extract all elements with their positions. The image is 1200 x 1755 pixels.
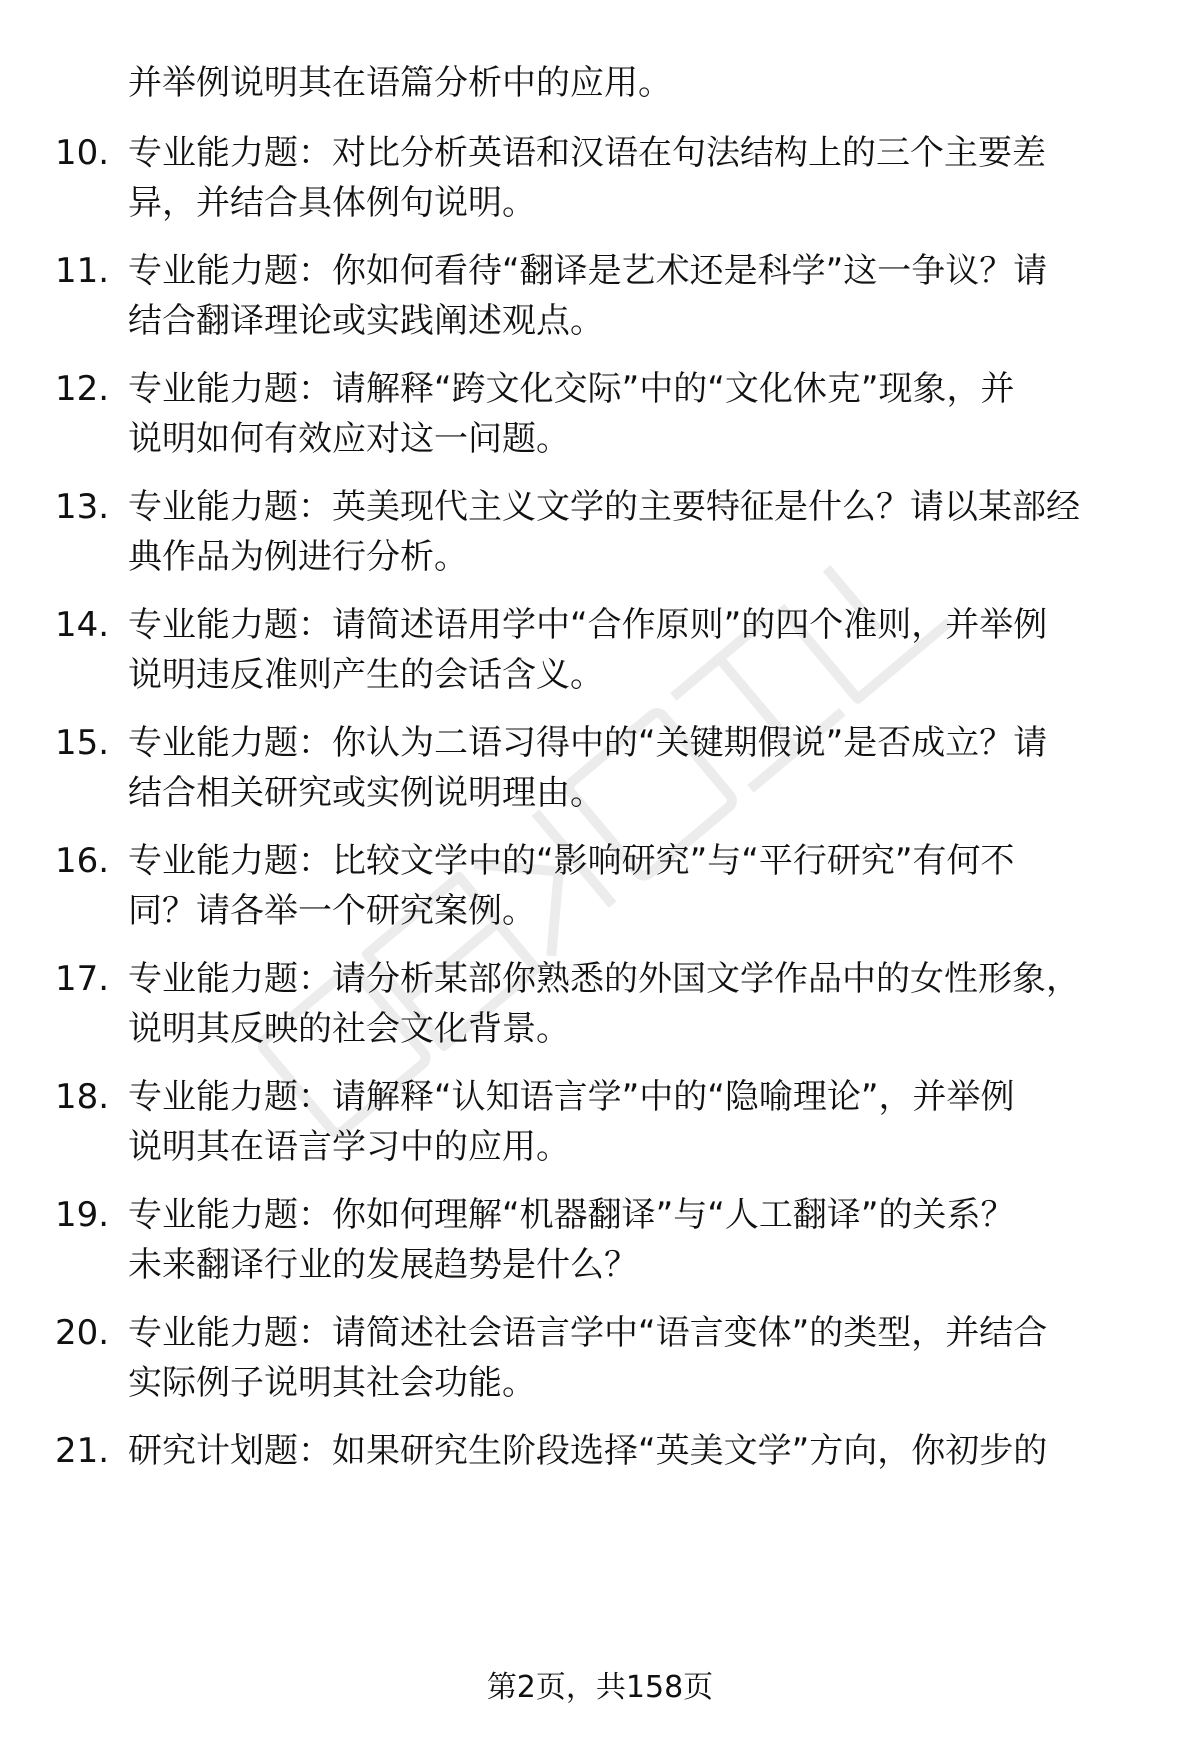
question-text xyxy=(128,482,1138,582)
question-text-line: 专业能力题：英美现代主义文学的主要特征是什么？请以某部经 xyxy=(128,487,1080,527)
question-text xyxy=(128,1308,1138,1408)
question-text-line: 说明其反映的社会文化背景。 xyxy=(128,1009,570,1049)
question-number: 21. xyxy=(55,1431,110,1471)
question-text-line: 结合翻译理论或实践阐述观点。 xyxy=(128,301,604,341)
question-text-line: 专业能力题：对比分析英语和汉语在句法结构上的三个主要差 xyxy=(128,133,1046,173)
question-number: 15. xyxy=(55,723,110,763)
question-text xyxy=(128,600,1138,700)
question-text-line: 专业能力题：你认为二语习得中的“关键期假说”是否成立？请 xyxy=(128,723,1048,763)
question-text xyxy=(128,718,1138,818)
question-number: 16. xyxy=(55,841,110,881)
question-text-line: 专业能力题：请分析某部你熟悉的外国文学作品中的女性形象， xyxy=(128,959,1080,999)
question-number: 12. xyxy=(55,369,110,409)
question-text-line: 说明违反准则产生的会话含义。 xyxy=(128,655,604,695)
question-text-line: 典作品为例进行分析。 xyxy=(128,537,468,577)
question-text-line: 说明如何有效应对这一问题。 xyxy=(128,419,570,459)
question-number: 18. xyxy=(55,1077,110,1117)
question-number: 11. xyxy=(55,251,110,291)
question-text-line: 专业能力题：比较文学中的“影响研究”与“平行研究”有何不 xyxy=(128,841,1015,881)
question-number: 13. xyxy=(55,487,110,527)
continuation-line: 并举例说明其在语篇分析中的应用。 xyxy=(128,63,672,103)
question-number: 14. xyxy=(55,605,110,645)
question-text-line: 结合相关研究或实例说明理由。 xyxy=(128,773,604,813)
question-text-line: 专业能力题：请解释“认知语言学”中的“隐喻理论”，并举例 xyxy=(128,1077,1015,1117)
question-text-line: 异，并结合具体例句说明。 xyxy=(128,183,536,223)
question-text-line: 专业能力题：请简述语用学中“合作原则”的四个准则，并举例 xyxy=(128,605,1048,645)
question-text xyxy=(128,128,1138,228)
question-text xyxy=(128,1426,1138,1476)
question-text xyxy=(128,954,1138,1054)
question-text-line: 研究计划题：如果研究生阶段选择“英美文学”方向，你初步的 xyxy=(128,1431,1048,1471)
question-text xyxy=(128,364,1138,464)
question-number: 10. xyxy=(55,133,110,173)
question-number: 19. xyxy=(55,1195,110,1235)
question-text-line: 专业能力题：请简述社会语言学中“语言变体”的类型，并结合 xyxy=(128,1313,1048,1353)
question-text xyxy=(128,1190,1138,1290)
question-text-line: 说明其在语言学习中的应用。 xyxy=(128,1127,570,1167)
question-text-line: 专业能力题：你如何看待“翻译是艺术还是科学”这一争议？请 xyxy=(128,251,1048,291)
question-number: 17. xyxy=(55,959,110,999)
question-number: 20. xyxy=(55,1313,110,1353)
question-text xyxy=(128,836,1138,936)
question-text-line: 未来翻译行业的发展趋势是什么？ xyxy=(128,1245,638,1285)
question-text-line: 同？请各举一个研究案例。 xyxy=(128,891,536,931)
page-footer: 第2页，共158页 xyxy=(486,1670,714,1705)
question-text-line: 实际例子说明其社会功能。 xyxy=(128,1363,536,1403)
question-text-line: 专业能力题：你如何理解“机器翻译”与“人工翻译”的关系？ xyxy=(128,1195,1015,1235)
question-text xyxy=(128,1072,1138,1172)
question-text xyxy=(128,246,1138,346)
question-text-line: 专业能力题：请解释“跨文化交际”中的“文化休克”现象，并 xyxy=(128,369,1015,409)
